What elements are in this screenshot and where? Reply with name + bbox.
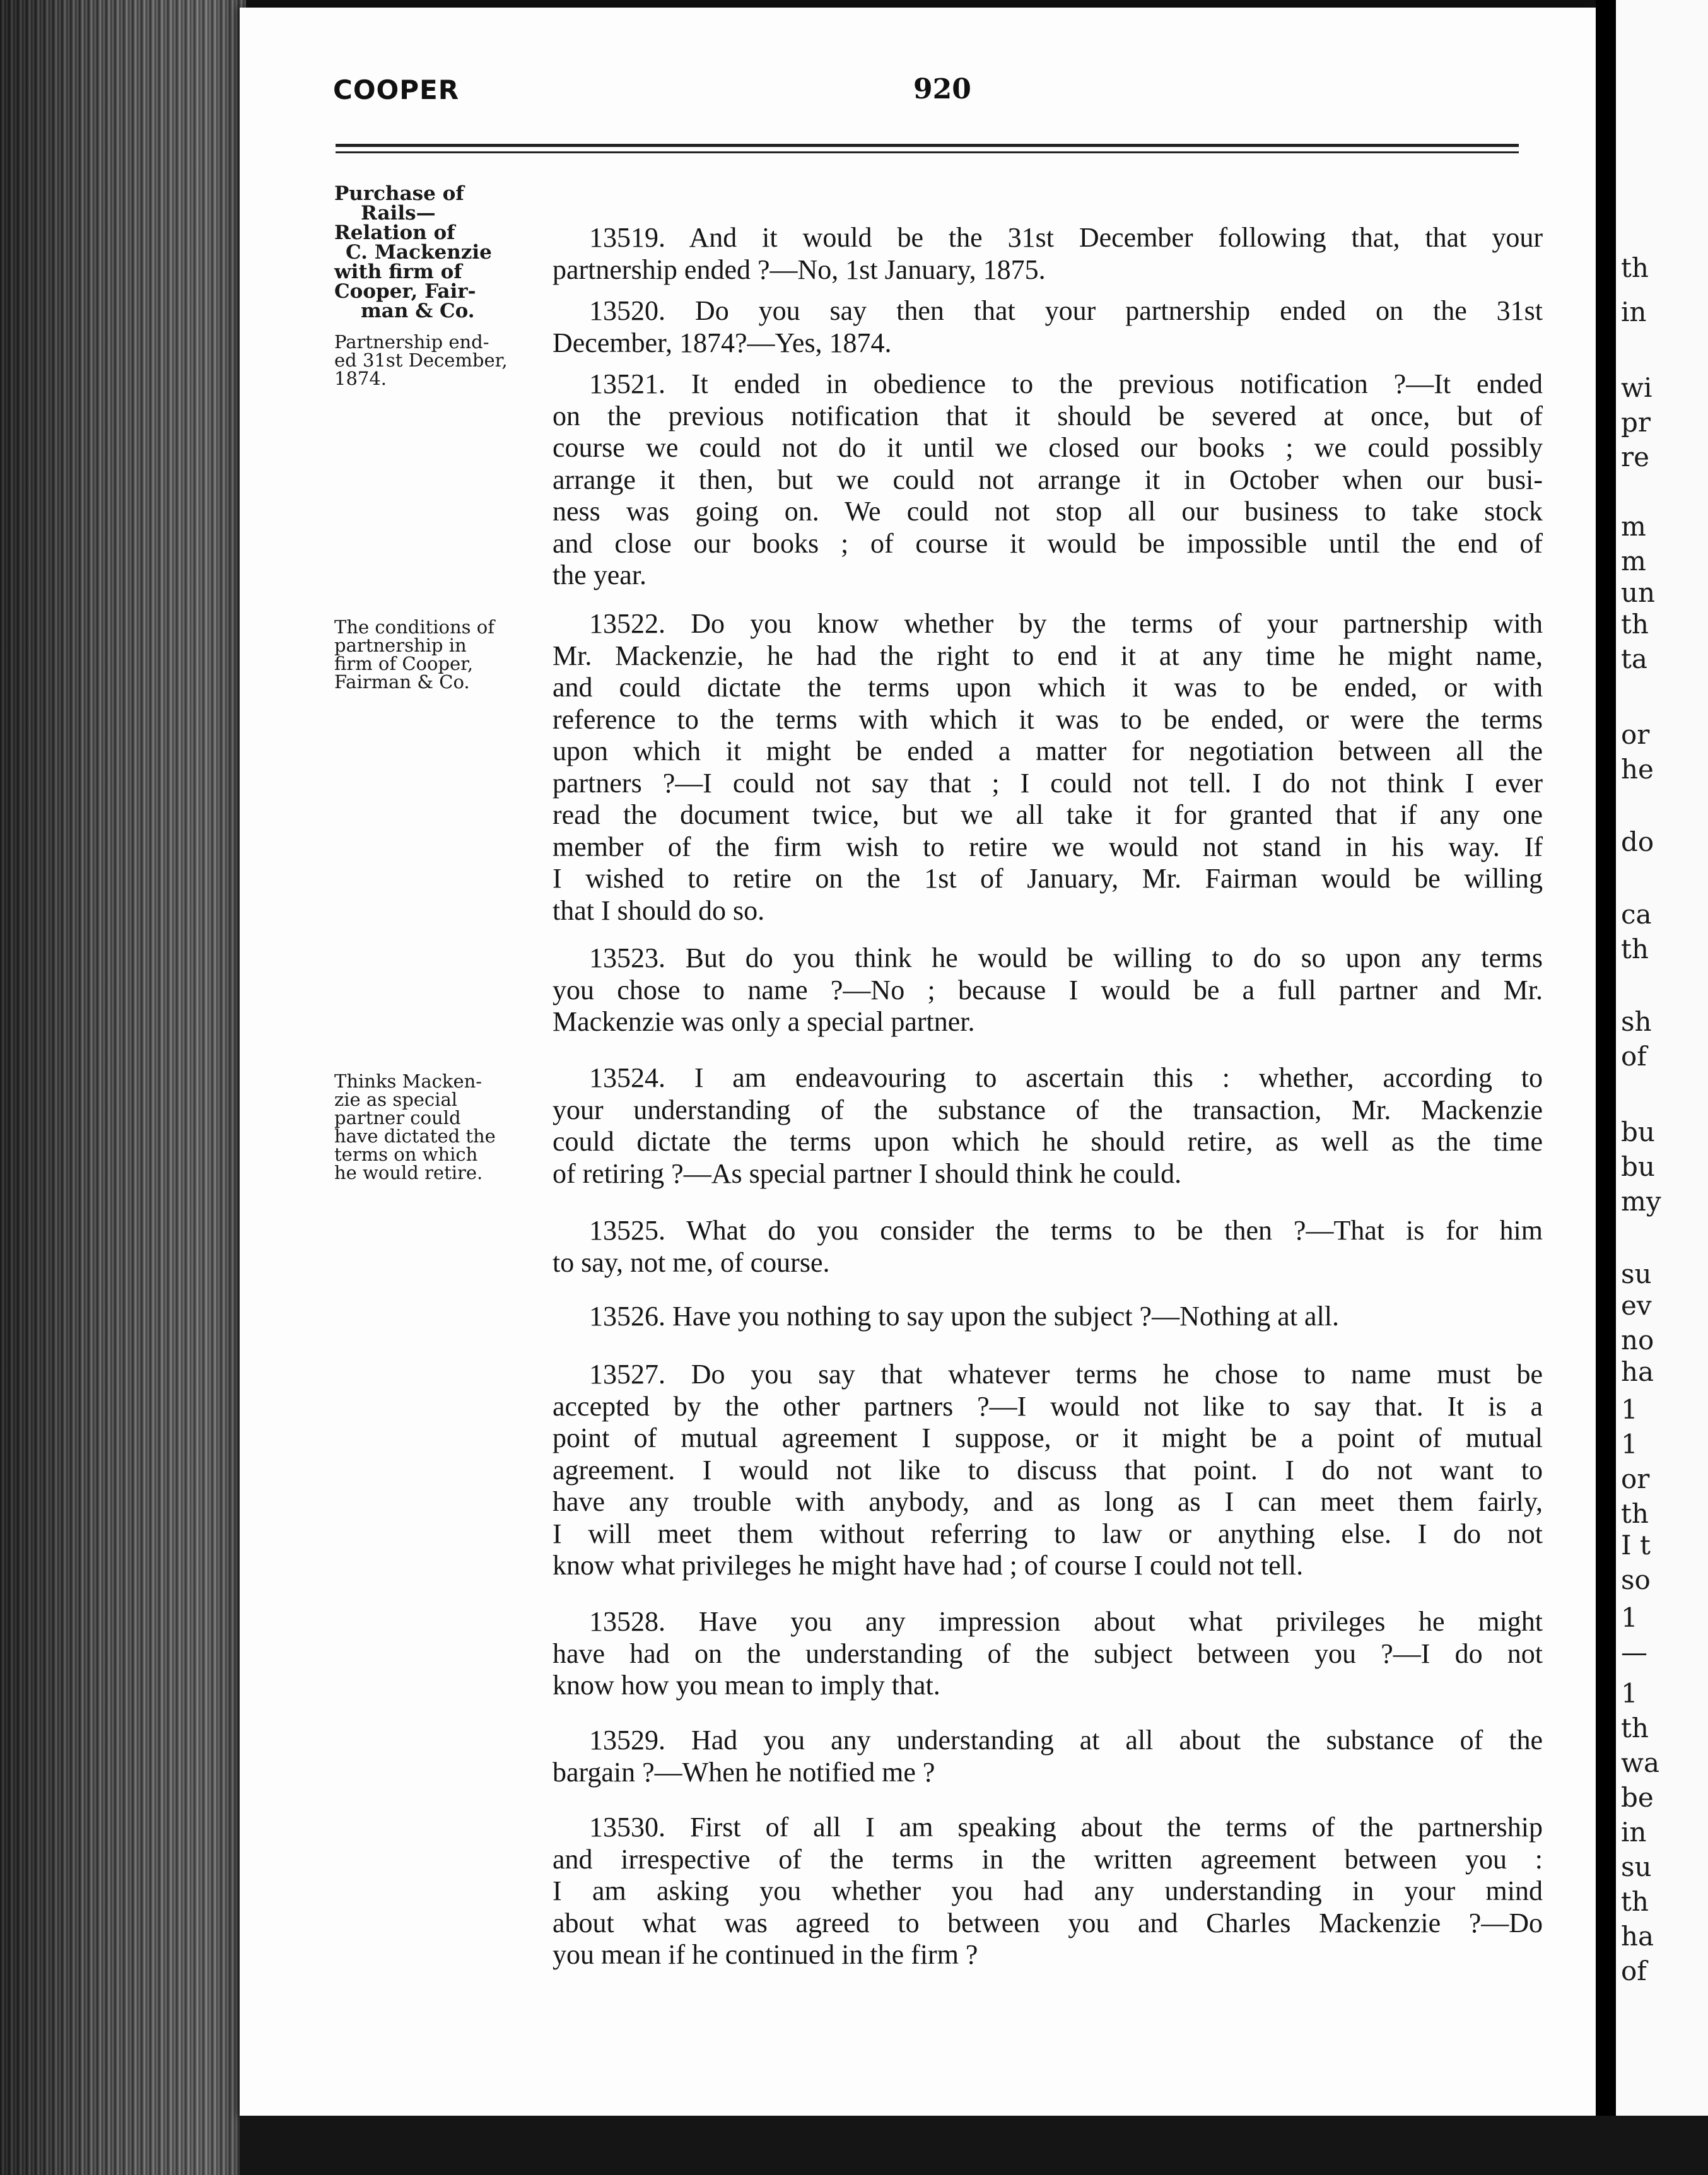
- sidenote-line: Relation of: [334, 221, 455, 244]
- sidenote-line: partnership in: [334, 635, 467, 656]
- facing-page-fragment: su: [1621, 1851, 1652, 1882]
- running-head: COOPER: [333, 74, 460, 105]
- paragraph-13524: [553, 1062, 1543, 1190]
- facing-page-fragment: of: [1621, 1041, 1647, 1072]
- sidenote-line: Fairman & Co.: [334, 671, 470, 693]
- text-line: accepted by the other partners ?—I would not like to say that. It is a: [553, 1390, 1543, 1422]
- text-line: I wished to retire on the 1st of January, Mr. Fairman would be willing: [553, 863, 1543, 894]
- sidenote-line: have dictated the: [334, 1125, 496, 1147]
- sidenote-line: ed 31st December,: [334, 349, 508, 371]
- facing-page-fragment: —: [1621, 1637, 1647, 1668]
- facing-page-fragment: in: [1621, 296, 1647, 327]
- facing-page-fragment: ha: [1621, 1921, 1654, 1952]
- text-line: I will meet them without referring to law or anything else. I do not: [553, 1518, 1543, 1549]
- text-line: to say, not me, of course.: [553, 1246, 830, 1278]
- text-line: partnership ended ?—No, 1st January, 1875.: [553, 254, 1046, 285]
- facing-page-fragment: th: [1621, 252, 1649, 283]
- text-line: I am asking you whether you had any understanding in your mind: [553, 1875, 1543, 1906]
- text-line: agreement. I would not like to discuss that point. I do not want to: [553, 1454, 1543, 1486]
- text-line: you chose to name ?—No ; because I would be a full partner and Mr.: [553, 974, 1543, 1005]
- facing-page-fragment: so: [1621, 1564, 1651, 1595]
- facing-page-fragment: I t: [1621, 1530, 1651, 1561]
- sidenote-line: firm of Cooper,: [334, 653, 474, 674]
- text-line: 13520. Do you say then that your partnership ended on the 31st: [589, 295, 1543, 326]
- sidenote-line: The conditions of: [334, 616, 494, 638]
- text-line: partners ?—I could not say that ; I could not tell. I do not think I ever: [553, 767, 1543, 799]
- facing-page-fragment: ca: [1621, 899, 1652, 930]
- text-line: have any trouble with anybody, and as long as I can meet them fairly,: [553, 1486, 1543, 1517]
- text-line: about what was agreed to between you and Charles Mackenzie ?—Do: [553, 1907, 1543, 1938]
- sidenote-purchase-of-rails: [334, 184, 549, 321]
- sidenote-line: Partnership end-: [334, 331, 489, 353]
- facing-page-fragment: ta: [1621, 643, 1647, 674]
- text-line: Mr. Mackenzie, he had the right to end it at any time he might name,: [553, 640, 1543, 671]
- facing-page-fragment: 1: [1621, 1602, 1638, 1633]
- facing-page-fragment: th: [1621, 1713, 1649, 1744]
- text-line: 13529. Had you any understanding at all about the substance of the: [589, 1725, 1543, 1756]
- text-line: the year.: [553, 560, 647, 590]
- sidenote-line: C. Mackenzie: [346, 241, 492, 264]
- facing-page-fragment: th: [1621, 934, 1649, 964]
- text-line: and could dictate the terms upon which it was to be ended, or with: [553, 672, 1543, 703]
- facing-page-fragment: re: [1621, 442, 1649, 472]
- facing-page-fragment: wa: [1621, 1747, 1659, 1778]
- sidenote-special-partner: [334, 1072, 549, 1182]
- facing-page-fragment: th: [1621, 609, 1649, 640]
- text-line: point of mutual agreement I suppose, or it might be a point of mutual: [553, 1422, 1543, 1453]
- text-line: could dictate the terms upon which he should retire, as well as the time: [553, 1126, 1543, 1157]
- facing-page-fragment: of: [1621, 1955, 1647, 1986]
- facing-page-fragment: be: [1621, 1782, 1654, 1813]
- text-line: 13524. I am endeavouring to ascertain this : whether, according to: [589, 1062, 1543, 1093]
- text-line: 13528. Have you any impression about what privileges he might: [589, 1606, 1543, 1637]
- facing-page-edge: [1616, 0, 1708, 2175]
- text-line: 13521. It ended in obedience to the previous notification ?—It ended: [589, 368, 1543, 399]
- facing-page-fragment: th: [1621, 1498, 1649, 1529]
- paragraph-13527: [553, 1359, 1543, 1582]
- sidenote-line: partner could: [334, 1107, 461, 1129]
- sidenote-line: Cooper, Fair-: [334, 280, 476, 303]
- book-binding-edge: [0, 0, 246, 2175]
- text-line: you mean if he continued in the firm ?: [553, 1939, 978, 1970]
- text-line: bargain ?—When he notified me ?: [553, 1756, 935, 1788]
- sidenote-conditions-of-partnership: [334, 618, 549, 691]
- text-line: 13523. But do you think he would be willing to do so upon any terms: [589, 942, 1543, 973]
- facing-page-fragment: he: [1621, 754, 1654, 785]
- paragraph-13520: [553, 295, 1543, 359]
- sidenote-line: 1874.: [334, 368, 387, 389]
- text-line: your understanding of the substance of the transaction, Mr. Mackenzie: [553, 1094, 1543, 1125]
- facing-page-fragment: wi: [1621, 372, 1652, 403]
- text-line: 13522. Do you know whether by the terms of your partnership with: [589, 608, 1543, 639]
- paragraph-13525: [553, 1215, 1543, 1279]
- text-line: know how you mean to imply that.: [553, 1670, 940, 1701]
- facing-page-fragment: do: [1621, 826, 1654, 857]
- text-line: member of the firm wish to retire we would not stand in his way. If: [553, 831, 1543, 862]
- sidenote-line: Thinks Macken-: [334, 1070, 483, 1092]
- sidenote-line: terms on which: [334, 1144, 478, 1165]
- facing-page-fragment: no: [1621, 1325, 1654, 1356]
- facing-page-fragment: or: [1621, 1463, 1650, 1494]
- text-line: 13527. Do you say that whatever terms he chose to name must be: [589, 1359, 1543, 1390]
- paragraph-13530: [553, 1812, 1543, 1971]
- text-line: know what privileges he might have had ; of course I could not tell.: [553, 1550, 1304, 1581]
- text-line: 13525. What do you consider the terms to be then ?—That is for him: [589, 1215, 1543, 1246]
- facing-page-fragment: m: [1621, 511, 1646, 542]
- paragraph-13519: [553, 222, 1543, 286]
- text-line: that I should do so.: [553, 894, 765, 926]
- facing-page-fragment: 1: [1621, 1394, 1638, 1425]
- sidenote-partnership-ended: [334, 333, 549, 388]
- facing-page-fragment: ev: [1621, 1290, 1652, 1321]
- text-line: reference to the terms with which it was to be ended, or were the terms: [553, 703, 1543, 735]
- sidenote-line: Rails—: [361, 202, 436, 225]
- text-line: 13526. Have you nothing to say upon the subject ?—Nothing at all.: [589, 1301, 1340, 1332]
- facing-page-fragment: in: [1621, 1817, 1647, 1848]
- sidenote-line: zie as special: [334, 1089, 458, 1110]
- text-line: ness was going on. We could not stop all our business to take stock: [553, 496, 1543, 527]
- header-rule: [336, 144, 1519, 147]
- sidenote-line: with firm of: [334, 261, 462, 283]
- facing-page-fragment: bu: [1621, 1117, 1655, 1147]
- paragraph-13529: [553, 1725, 1543, 1788]
- facing-page-fragment: 1: [1621, 1429, 1638, 1460]
- facing-page-fragment: su: [1621, 1258, 1652, 1289]
- text-line: Mackenzie was only a special partner.: [553, 1006, 975, 1037]
- sidenote-line: man & Co.: [361, 300, 475, 322]
- text-line: upon which it might be ended a matter for negotiation between all the: [553, 736, 1543, 766]
- sidenote-line: he would retire.: [334, 1162, 483, 1183]
- header-rule-thin: [336, 151, 1519, 153]
- paragraph-13523: [553, 942, 1543, 1038]
- text-line: 13519. And it would be the 31st December following that, that your: [589, 222, 1543, 253]
- paragraph-13526: [553, 1301, 1543, 1333]
- page-number: 920: [913, 73, 971, 105]
- text-line: course we could not do it until we closed our books ; we could possibly: [553, 432, 1543, 463]
- facing-page-fragment: bu: [1621, 1151, 1655, 1182]
- paragraph-13522: [553, 608, 1543, 927]
- text-line: on the previous notification that it should be severed at once, but of: [553, 400, 1543, 431]
- facing-page-fragment: sh: [1621, 1006, 1652, 1037]
- paragraph-13528: [553, 1606, 1543, 1702]
- text-line: arrange it then, but we could not arrange it in October when our busi-: [553, 464, 1543, 495]
- text-line: read the document twice, but we all take it for granted that if any one: [553, 799, 1543, 830]
- book-gutter: [1596, 0, 1616, 2175]
- facing-page-fragment: pr: [1621, 407, 1651, 438]
- text-line: 13530. First of all I am speaking about the terms of the partnership: [589, 1812, 1543, 1843]
- facing-page-fragment: 1: [1621, 1678, 1638, 1709]
- facing-page-fragment: my: [1621, 1186, 1661, 1217]
- facing-page-fragment: un: [1621, 577, 1656, 608]
- text-line: December, 1874?—Yes, 1874.: [553, 327, 892, 358]
- paragraph-13521: [553, 368, 1543, 592]
- facing-page-fragment: ha: [1621, 1356, 1654, 1387]
- text-line: and irrespective of the terms in the written agreement between you :: [553, 1843, 1543, 1875]
- scanner-bottom-edge: [240, 2116, 1708, 2175]
- facing-page-fragment: m: [1621, 546, 1646, 577]
- text-line: of retiring ?—As special partner I should think he could.: [553, 1158, 1182, 1189]
- facing-page-fragment: or: [1621, 719, 1650, 750]
- facing-page-fragment: th: [1621, 1886, 1649, 1917]
- text-line: have had on the understanding of the subject between you ?—I do not: [553, 1638, 1543, 1669]
- text-line: and close our books ; of course it would be impossible until the end of: [553, 527, 1543, 559]
- sidenote-line: Purchase of: [334, 182, 464, 205]
